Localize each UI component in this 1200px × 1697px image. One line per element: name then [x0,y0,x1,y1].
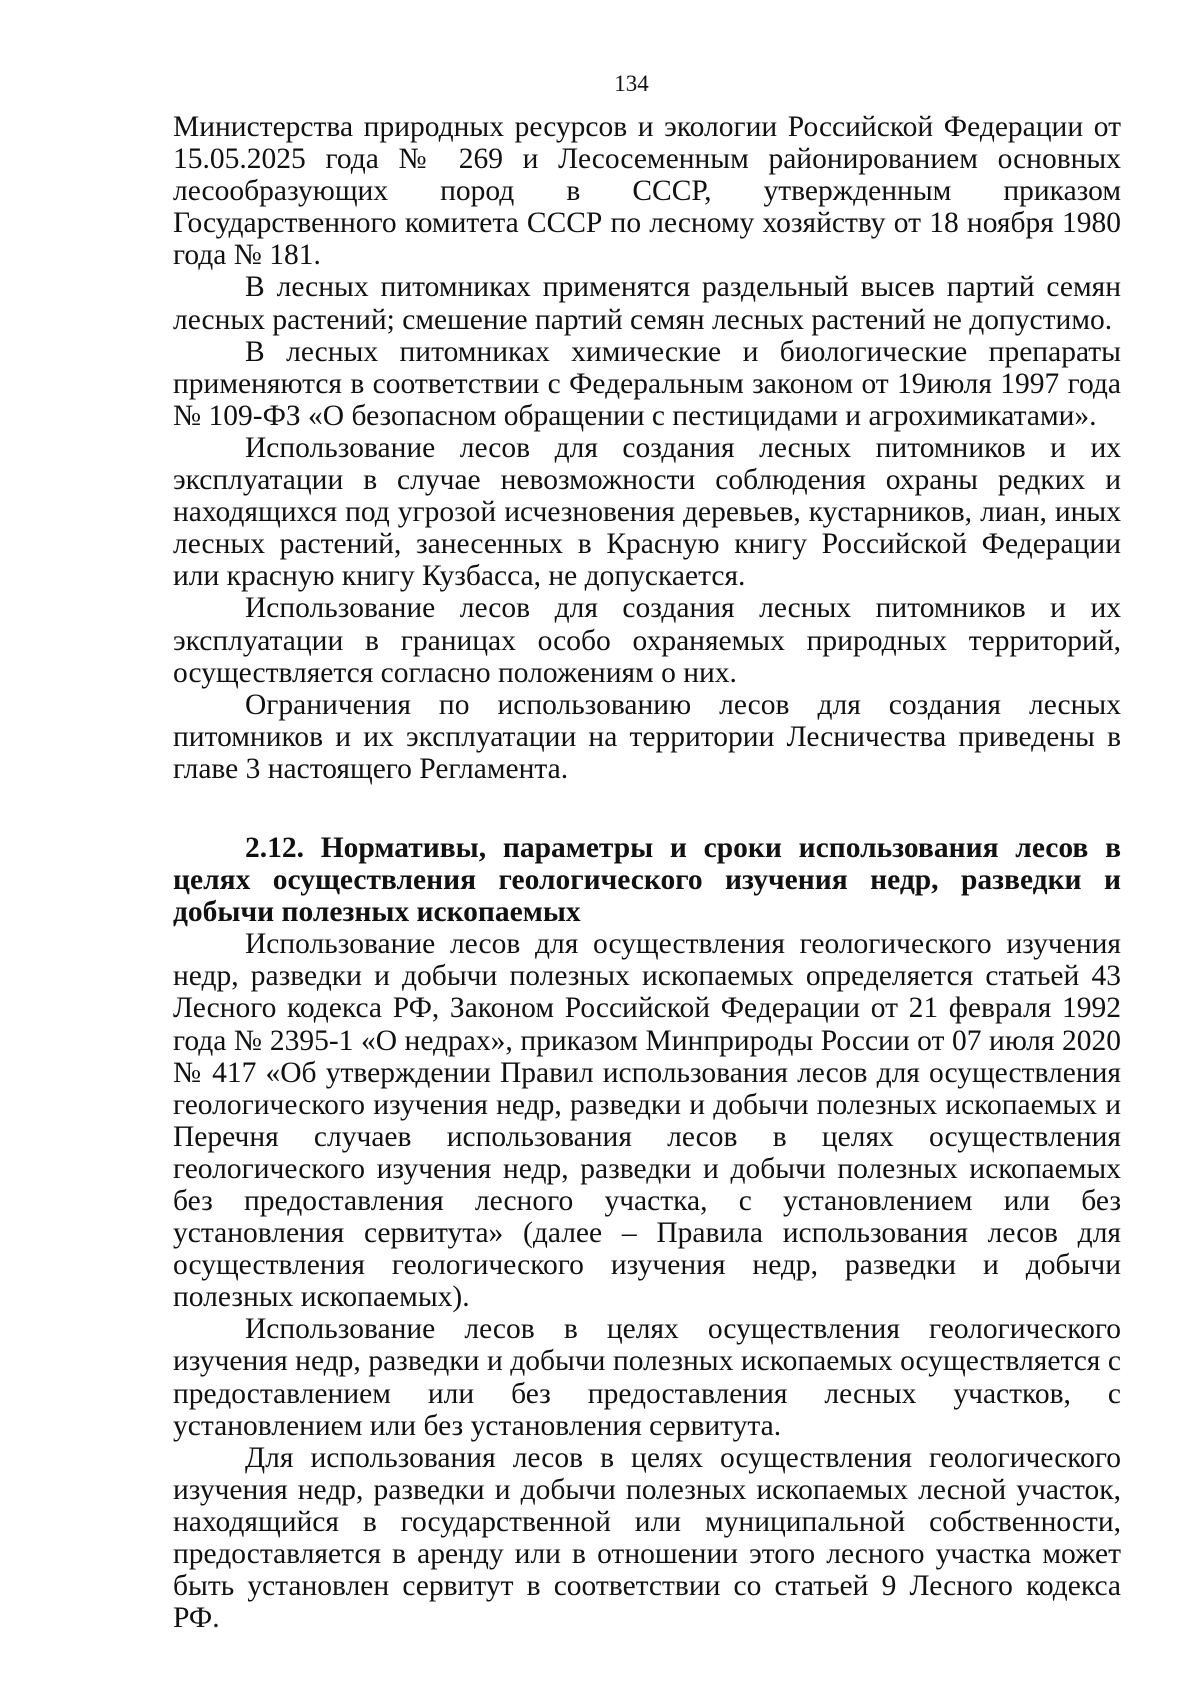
page-number: 134 [614,71,649,96]
document-body [173,111,1121,1634]
paragraph-red-book: Использование лесов для создания лесных питомников и их эксплуатации в случае невозможности соблюдения охраны редких и находящихся под угрозой исчезновения деревьев, кустарников, лиан, иных лесных растений, занесенных в Красную книгу Российской Федерации или красную книгу Кузбасса, не допускается. [173,431,1121,593]
paragraph-seed-sowing: В лесных питомниках применятся раздельный высев партий семян лесных растений; смешение партий семян лесных растений не допустимо. [173,271,1121,336]
paragraph-lease: Для использования лесов в целях осуществления геологического изучения недр, разведки и добычи полезных ископаемых лесной участок, находящийся в государственной или муниципальной собственности, предоставляется в аренду или в отношении этого лесного участка может быть установлен сервитут в соответствии со статьей 9 Лесного кодекса РФ. [173,1441,1121,1635]
paragraph-protected-areas: Использование лесов для создания лесных питомников и их эксплуатации в границах особо охраняемых природных территорий, осуществляется согласно положениям о них. [173,592,1121,689]
section-heading: 2.12. Нормативы, параметры и сроки использования лесов в целях осуществления геологического изучения недр, разведки и добычи полезных ископаемых [173,831,1121,929]
paragraph-continuation: Министерства природных ресурсов и экологии Российской Федерации от 15.05.2025 года № 269 и Лесосеменным районированием основных лесообразующих пород в СССР, утвержденным приказом Государственного комитета СССР по лесному хозяйству от 18 ноября 1980 года № 181. [173,111,1121,272]
paragraph-restrictions: Ограничения по использованию лесов для создания лесных питомников и их эксплуатации на территории Лесничества приведены в главе 3 настоящего Регламента. [173,688,1121,785]
paragraph-chemicals: В лесных питомниках химические и биологические препараты применяются в соответствии с Федеральным законом от 19июля 1997 года № 109-ФЗ «О безопасном обращении с пестицидами и агрохимикатами». [173,335,1121,432]
paragraph-legal-basis: Использование лесов для осуществления геологического изучения недр, разведки и добычи полезных ископаемых определяется статьей 43 Лесного кодекса РФ, Законом Российской Федерации от 21 февраля 1992 года № 2395-1 «О недрах», приказом Минприроды России от 07 июля 2020 № 417 «Об утверждении Правил использования лесов для осуществления геологического изучения недр, разведки и добычи полезных ископаемых и Перечня случаев использования лесов в целях осуществления геологического изучения недр, разведки и добычи полезных ископаемых без предоставления лесного участка, с установлением или без установления сервитута» (далее – Правила использования лесов для осуществления геологического изучения недр, разведки и добычи полезных ископаемых). [173,928,1121,1314]
paragraph-provision-modes: Использование лесов в целях осуществления геологического изучения недр, разведки и добычи полезных ископаемых осуществляется с предоставлением или без предоставления лесных участков, с установлением или без установления сервитута. [173,1313,1121,1442]
